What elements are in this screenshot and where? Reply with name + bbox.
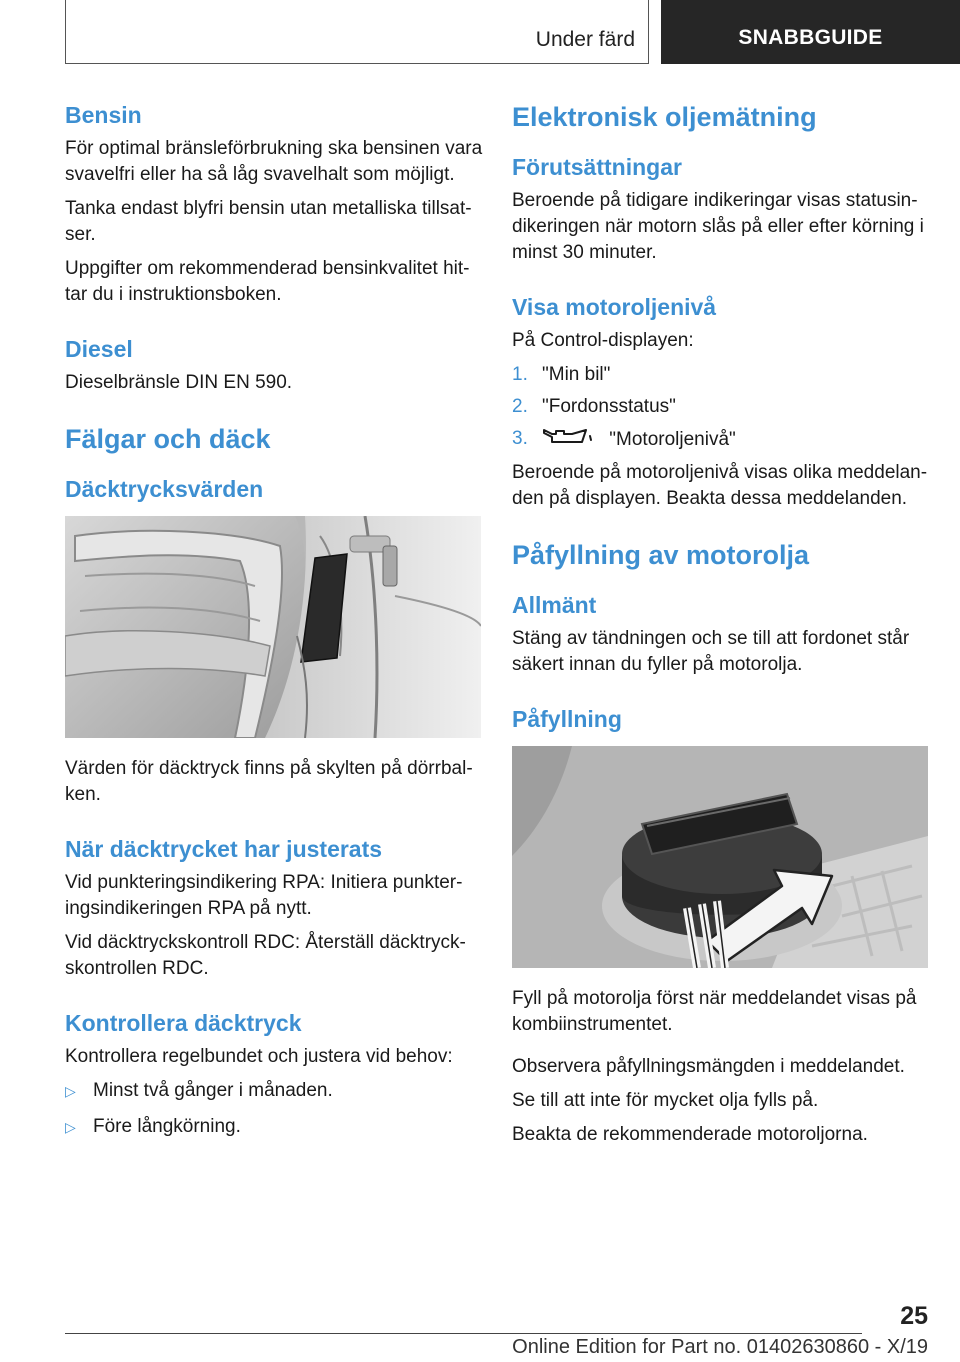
heading-elektronisk-oljematning: Elektronisk oljemätning [512, 102, 817, 132]
visa-paragraph-2: Beroende på motoroljenivå visas olika meddelanden på displayen. Beakta dessa meddelanden. [512, 462, 928, 509]
list-item [512, 426, 930, 454]
heading-allmant: Allmänt [512, 592, 597, 618]
heading-bensin: Bensin [65, 102, 142, 128]
visa-paragraph-1: På Control-displayen: [512, 330, 694, 351]
header-tab: SNABBGUIDE [661, 0, 960, 64]
heading-falgar-och-dack: Fälgar och däck [65, 424, 271, 454]
justerats-paragraph-2: Vid däcktryckskontroll RDC: Återställ däcktryckskontrollen RDC. [65, 932, 466, 979]
justerats-paragraph-1: Vid punkteringsindikering RPA: Initiera punkteringsindikeringen RPA på nytt. [65, 872, 463, 919]
header-section-title: Under färd [535, 28, 635, 51]
bensin-paragraph-2: Tanka endast blyfri bensin utan metalliska tillsatser. [65, 198, 472, 245]
pafyllning-paragraph-3: Se till att inte för mycket olja fylls på. [512, 1090, 819, 1111]
heading-diesel: Diesel [65, 336, 133, 362]
step-text: "Min bil" [542, 364, 611, 385]
oil-filler-cap-image [512, 746, 928, 968]
list-item: ▷ Före långkörning. [65, 1114, 483, 1140]
heading-dacktrycksvarden: Däcktrycksvärden [65, 476, 264, 502]
right-column [512, 100, 930, 1156]
oil-can-icon [542, 426, 594, 454]
diesel-paragraph: Dieselbränsle DIN EN 590. [65, 372, 293, 393]
step-number: 3. [512, 428, 528, 449]
step-number: 2. [512, 396, 528, 417]
step-text: "Fordonsstatus" [542, 396, 676, 417]
heading-visa-motoroljeniva: Visa motoroljenivå [512, 294, 717, 320]
bensin-paragraph-3: Uppgifter om rekommenderad bensinkvalitet hittar du i instruktionsboken. [65, 258, 470, 305]
kontrollera-list [65, 1078, 483, 1140]
list-item [512, 394, 930, 420]
allmant-paragraph: Stäng av tändningen och se till att fordonet står säkert innan du fyller på motorolja. [512, 628, 910, 675]
list-item [512, 362, 930, 388]
footer-edition-text: Online Edition for Part no. 01402630860 - X/19 [512, 1336, 928, 1358]
heading-kontrollera: Kontrollera däcktryck [65, 1010, 302, 1036]
left-column [65, 100, 483, 1150]
tire-pressure-caption: Värden för däcktryck finns på skylten på dörrbalken. [65, 758, 473, 805]
pafyllning-paragraph-2: Observera påfyllningsmängden i meddelandet. [512, 1056, 905, 1077]
heading-justerats: När däcktrycket har justerats [65, 836, 383, 862]
forut-paragraph: Beroende på tidigare indikeringar visas statusindikeringen när motorn slås på eller efter körning i minst 30 minuter. [512, 190, 924, 263]
pafyllning-paragraph-1: Fyll på motorolja först när meddelandet visas på kombiinstrumentet. [512, 988, 917, 1035]
footer-divider [65, 1333, 862, 1334]
heading-pafyllning: Påfyllning [512, 706, 622, 732]
door-pillar-tire-label-image [65, 516, 481, 738]
page-number: 25 [900, 1302, 928, 1330]
pafyllning-paragraph-4: Beakta de rekommenderade motoroljorna. [512, 1124, 868, 1145]
heading-pafyllning-av-motorolja: Påfyllning av motorolja [512, 540, 810, 570]
triangle-bullet-icon: ▷ [65, 1119, 76, 1135]
step-number: 1. [512, 364, 528, 385]
heading-forutsattningar: Förutsättningar [512, 154, 682, 180]
triangle-bullet-icon: ▷ [65, 1083, 76, 1099]
step-text: "Motoroljenivå" [609, 429, 736, 451]
bensin-paragraph-1: För optimal bränsleförbrukning ska bensinen vara svavelfri eller ha så låg svavelhalt som möjligt. [65, 138, 483, 185]
visa-steps-list [512, 362, 930, 454]
list-item: ▷ Minst två gånger i månaden. [65, 1078, 483, 1104]
kontrollera-paragraph: Kontrollera regelbundet och justera vid behov: [65, 1046, 453, 1067]
